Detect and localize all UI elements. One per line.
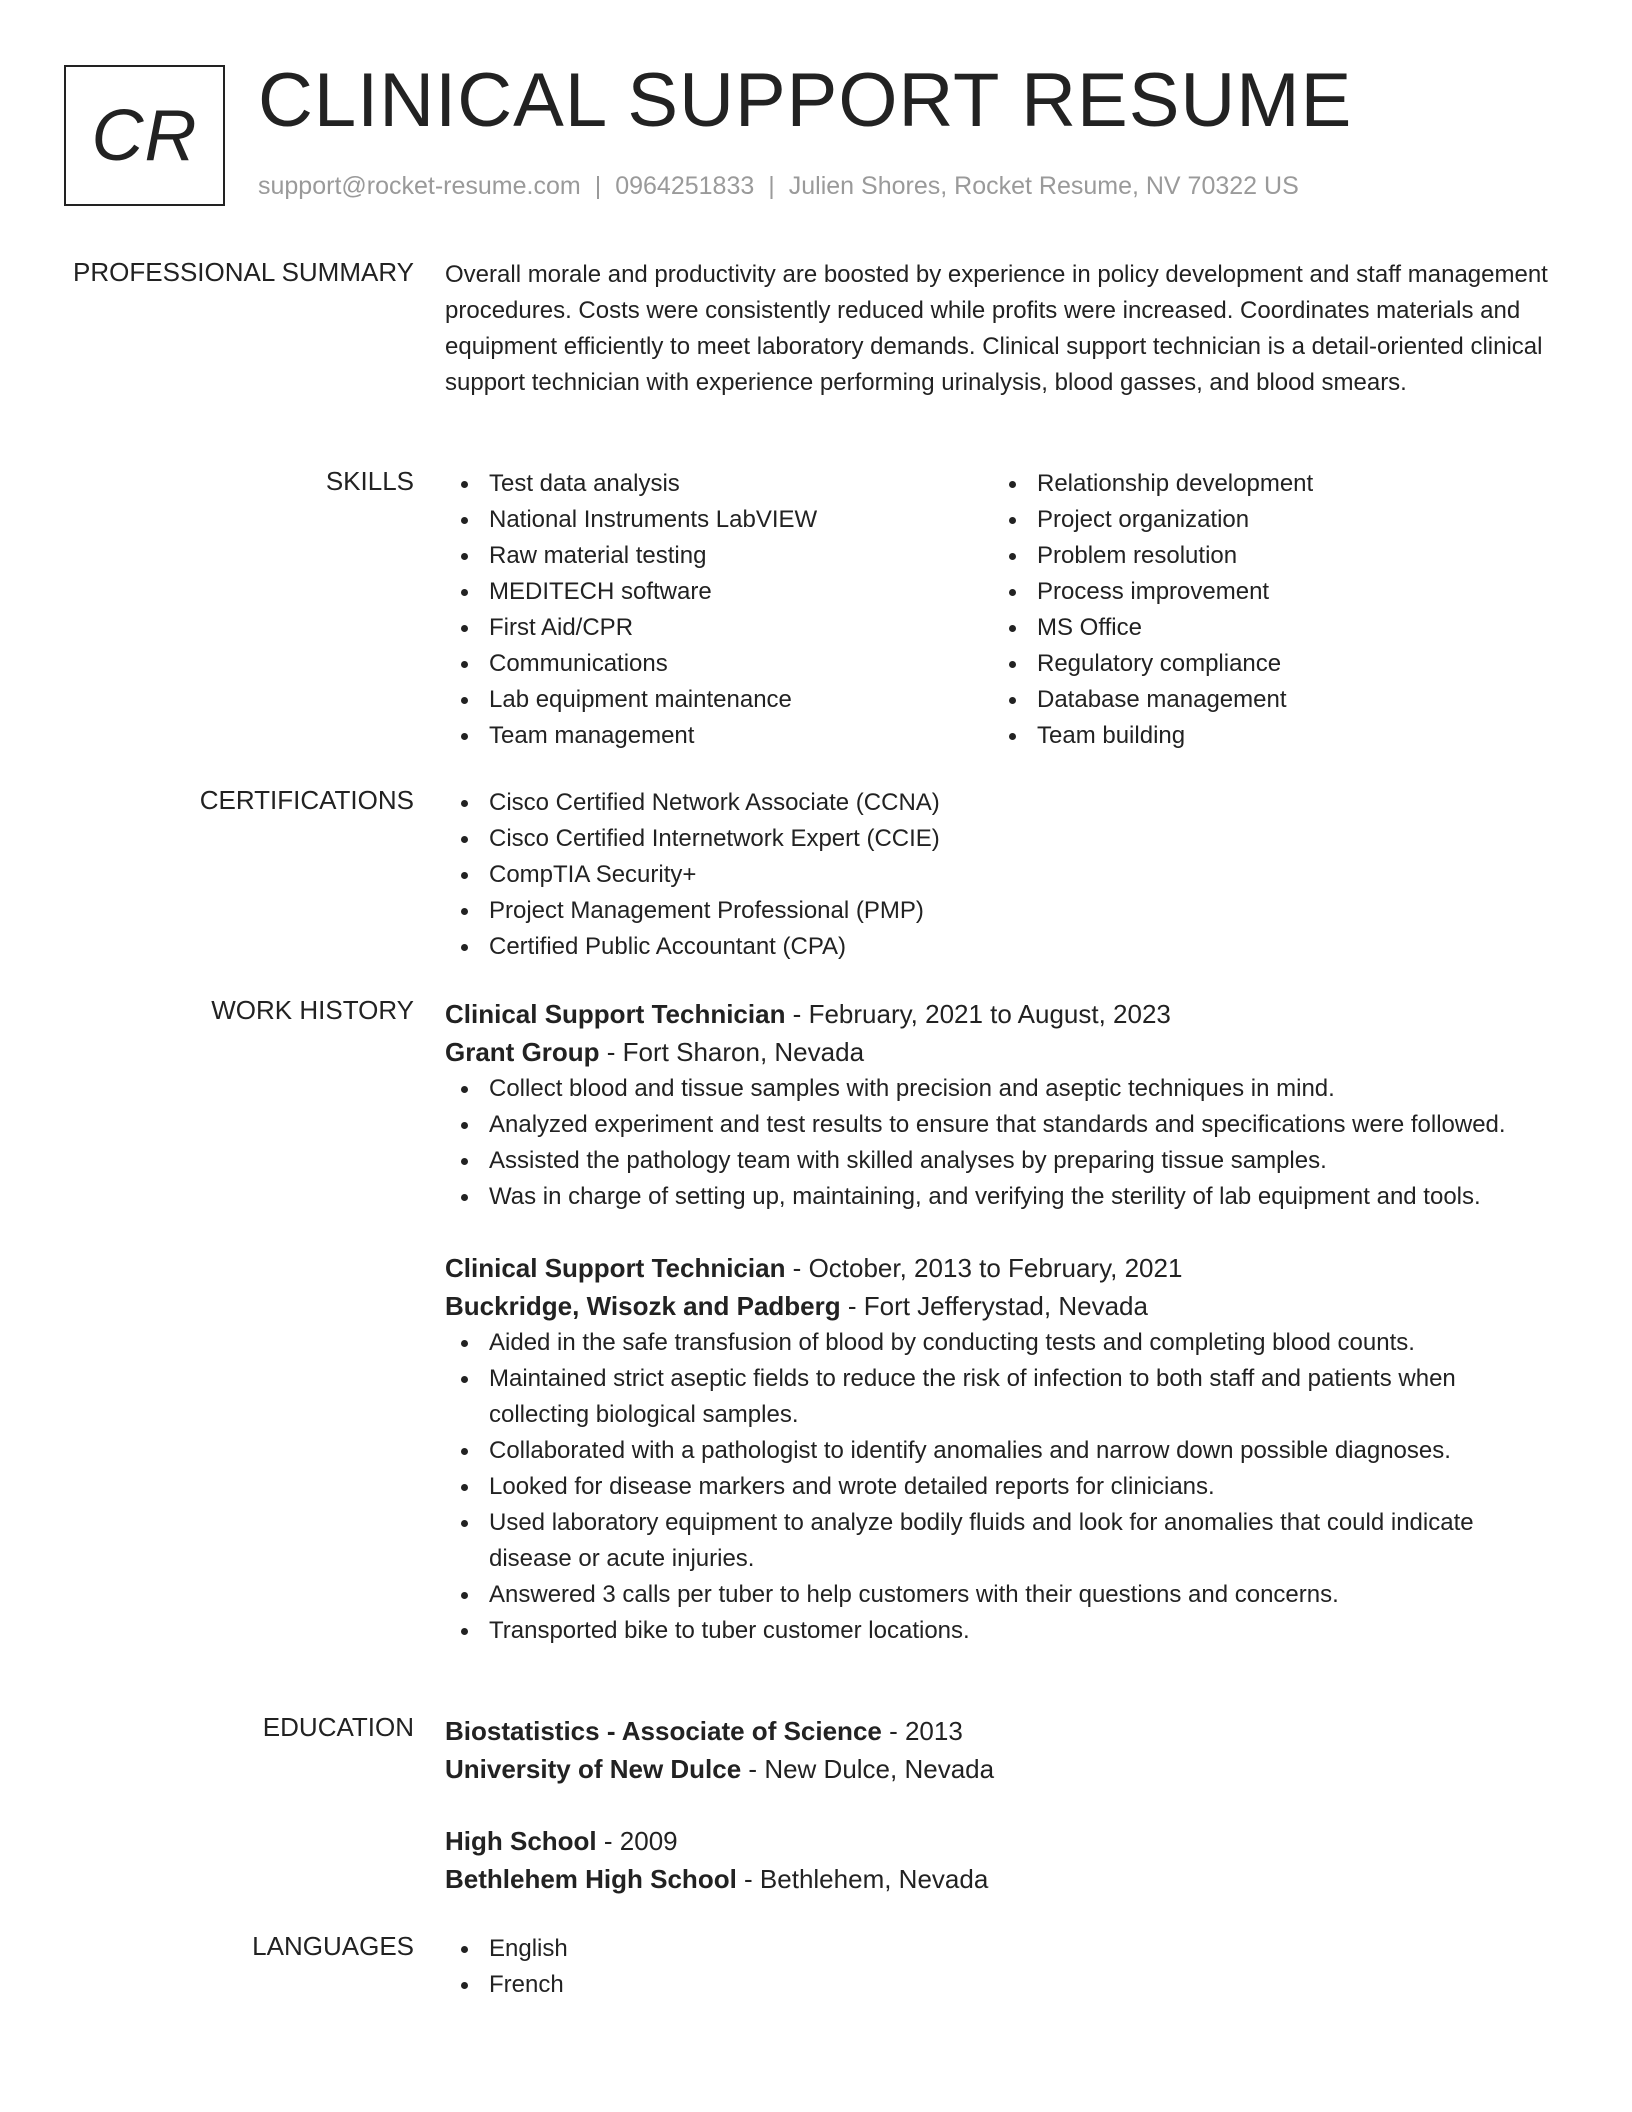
job-title-line: Clinical Support Technician - October, 2013 to February, 2021 [445,1253,1183,1283]
skill-item: Team building [993,718,1541,754]
education-degree: High School [445,1826,597,1856]
job-bullet: Transported bike to tuber customer locations. [445,1613,1555,1649]
monogram-box [64,65,225,206]
contact-separator: | [594,172,602,200]
job-location: Fort Sharon, Nevada [622,1037,865,1067]
job-company-line: Buckridge, Wisozk and Padberg - Fort Jefferystad, Nevada [445,1291,1148,1321]
job-bullet: Assisted the pathology team with skilled analyses by preparing tissue samples. [445,1143,1555,1179]
section-label-skills: SKILLS [325,466,414,496]
skills-list-right [993,466,1541,754]
section-label-work: WORK HISTORY [211,995,414,1025]
job-location: Fort Jefferystad, Nevada [863,1291,1148,1321]
skill-item: Problem resolution [993,538,1541,574]
skill-item: Test data analysis [445,466,993,502]
language-item: French [445,1967,1555,2003]
job-bullet: Aided in the safe transfusion of blood by conducting tests and completing blood counts. [445,1325,1555,1361]
education-school: Bethlehem High School [445,1864,737,1894]
certification-item: CompTIA Security+ [445,857,1555,893]
section-label-languages: LANGUAGES [252,1931,414,1961]
job-bullet: Used laboratory equipment to analyze bodily fluids and look for anomalies that could indicate disease or acute injuries. [445,1505,1555,1577]
job-title: Clinical Support Technician [445,999,786,1029]
skill-item: Regulatory compliance [993,646,1541,682]
section-label-education: EDUCATION [262,1712,414,1742]
skill-item: Team management [445,718,993,754]
education-year: 2009 [619,1826,678,1856]
education-school: University of New Dulce [445,1754,742,1784]
job-bullets [445,1071,1555,1215]
education-degree-line: Biostatistics - Associate of Science - 2013 [445,1716,963,1746]
education-school-line: Bethlehem High School - Bethlehem, Nevada [445,1864,989,1894]
skill-item: Raw material testing [445,538,993,574]
section-label-summary: PROFESSIONAL SUMMARY [73,257,414,287]
contact-phone[interactable]: 0964251833 [615,172,755,200]
skill-item: MEDITECH software [445,574,993,610]
certification-item: Certified Public Accountant (CPA) [445,929,1555,965]
education-year: 2013 [904,1716,963,1746]
monogram-initials: CR [91,95,198,176]
job-company: Grant Group [445,1037,600,1067]
job-title: Clinical Support Technician [445,1253,786,1283]
job-company-line: Grant Group - Fort Sharon, Nevada [445,1037,865,1067]
job-entry [445,995,1555,1215]
skill-item: First Aid/CPR [445,610,993,646]
job-bullet: Analyzed experiment and test results to ensure that standards and specifications were followed. [445,1107,1555,1143]
certifications-list [445,785,1555,965]
education-entry [445,1712,1555,1788]
job-bullet: Collaborated with a pathologist to identify anomalies and narrow down possible diagnoses. [445,1433,1555,1469]
education-location: Bethlehem, Nevada [759,1864,989,1894]
education-location: New Dulce, Nevada [764,1754,995,1784]
skill-item: Lab equipment maintenance [445,682,993,718]
skills-list-left [445,466,993,754]
section-label-certifications: CERTIFICATIONS [199,785,414,815]
skill-item: Process improvement [993,574,1541,610]
skill-item: Communications [445,646,993,682]
language-item: English [445,1931,1555,1967]
skill-item: National Instruments LabVIEW [445,502,993,538]
certification-item: Project Management Professional (PMP) [445,893,1555,929]
education-degree: Biostatistics - Associate of Science [445,1716,882,1746]
skill-item: Relationship development [993,466,1541,502]
job-bullet: Answered 3 calls per tuber to help customers with their questions and concerns. [445,1577,1555,1613]
languages-list [445,1931,1555,2003]
education-entry [445,1822,1555,1898]
job-dates: February, 2021 to August, 2023 [808,999,1171,1029]
education-degree-line: High School - 2009 [445,1826,678,1856]
job-title-line: Clinical Support Technician - February, 2021 to August, 2023 [445,999,1171,1029]
contact-address: Julien Shores, Rocket Resume, NV 70322 US [788,172,1299,200]
job-dates: October, 2013 to February, 2021 [808,1253,1183,1283]
skill-item: Database management [993,682,1541,718]
job-bullet: Maintained strict aseptic fields to reduce the risk of infection to both staff and patients when collecting biological samples. [445,1361,1555,1433]
job-company: Buckridge, Wisozk and Padberg [445,1291,841,1321]
job-bullet: Was in charge of setting up, maintaining, and verifying the sterility of lab equipment and tools. [445,1179,1555,1215]
job-bullet: Collect blood and tissue samples with precision and aseptic techniques in mind. [445,1071,1555,1107]
contact-separator: | [768,172,775,200]
job-bullet: Looked for disease markers and wrote detailed reports for clinicians. [445,1469,1555,1505]
job-bullets [445,1325,1555,1649]
resume-title: CLINICAL SUPPORT RESUME [258,58,1353,143]
certification-item: Cisco Certified Internetwork Expert (CCIE) [445,821,1555,857]
job-entry [445,1249,1555,1649]
skill-item: MS Office [993,610,1541,646]
summary-text: Overall morale and productivity are boosted by experience in policy development and staff management procedures. Costs were consistently reduced while profits were increased. Coordinates materials and equipment efficiently to meet laboratory demands. Clinical support technician is a detail-oriented clinical support technician with experience performing urinalysis, blood gasses, and blood smears. [445,261,1548,396]
education-school-line: University of New Dulce - New Dulce, Nevada [445,1754,995,1784]
contact-email[interactable]: support@rocket-resume.com [258,172,581,200]
contact-line [258,172,1299,201]
certification-item: Cisco Certified Network Associate (CCNA) [445,785,1555,821]
skill-item: Project organization [993,502,1541,538]
